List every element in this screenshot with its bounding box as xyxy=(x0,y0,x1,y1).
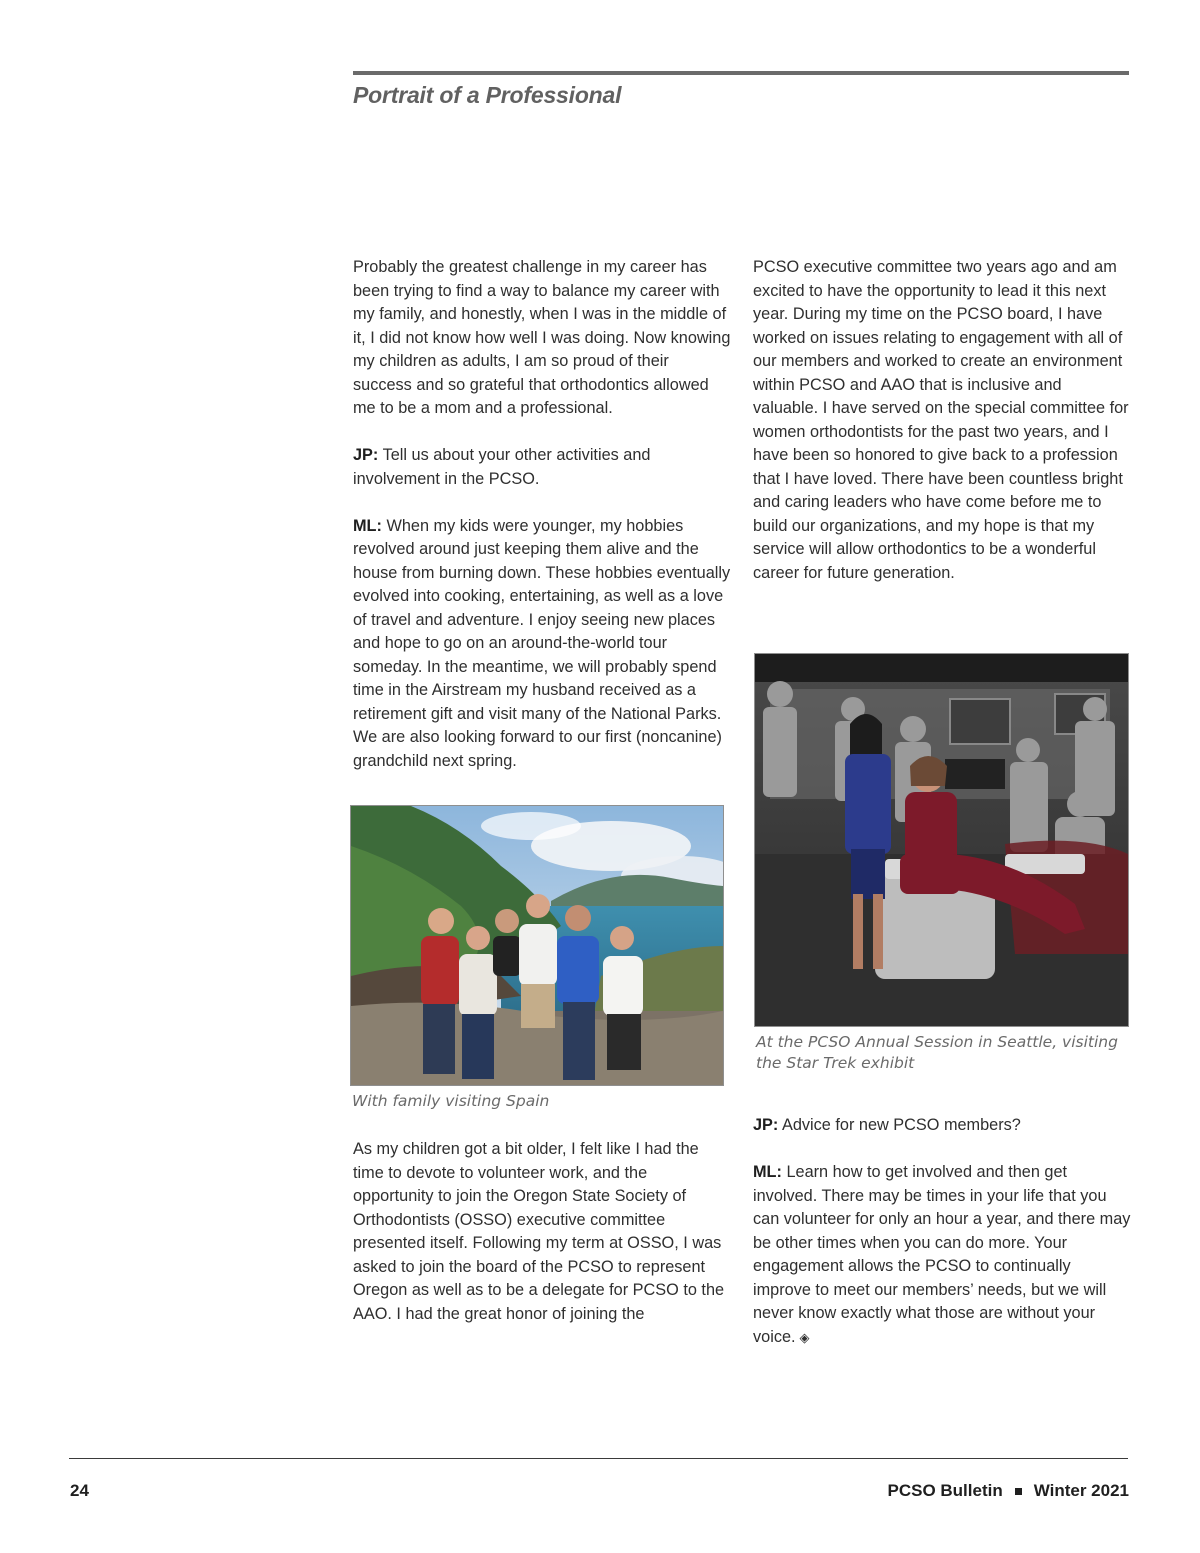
right-paragraph-1: PCSO executive committee two years ago and am excited to have the opportunity to lead it this next year. During my time on the PCSO board, I have worked on issues relating to engagement with all of our members and worked to create an environment within PCSO and AAO that is inclusive and valuable. I have served on the special committee for women orthodontists for the past two years, and I have been so honored to give back to a profession that I have loved. There have been countless bright and caring leaders who have come before me to build our organizations, and my hope is that my service will allow orthodontics to be a wonderful career for future generation. xyxy=(753,258,1129,582)
question-text: Advice for new PCSO members? xyxy=(778,1116,1021,1134)
interviewer-label: JP: xyxy=(753,1116,779,1134)
left-paragraph-2: As my children got a bit older, I felt like I had the time to devote to volunteer work, and the opportunity to join the Oregon State Society of Orthodontists (OSSO) executive committee presented itself. Following my term at OSSO, I was asked to join the board of the PCSO to represent Oregon as well as to be a delegate for PCSO to the AAO. I had the great honor of joining the xyxy=(353,1140,725,1323)
answer-activities xyxy=(353,515,731,774)
answer-text: Learn how to get involved and then get involved. There may be times in your life that you can volunteer for only an hour a year, and there may be other times when you can do more. Your engagement allows the PCSO to continually improve to meet our members’ needs, but we will never know exactly what those are without your voice. xyxy=(753,1163,1131,1346)
interviewee-label: ML: xyxy=(753,1163,782,1181)
star-trek-photo-caption: At the PCSO Annual Session in Seattle, visiting the Star Trek exhibit xyxy=(756,1033,1118,1072)
separator-square-icon xyxy=(1015,1488,1022,1495)
answer-advice xyxy=(753,1161,1131,1349)
header-rule xyxy=(353,71,1129,75)
left-column-bottom xyxy=(353,1138,731,1350)
family-spain-photo xyxy=(350,805,724,1086)
end-of-article-icon: ◈ xyxy=(799,1329,810,1345)
interviewer-label: JP: xyxy=(353,446,379,464)
interviewee-label: ML: xyxy=(353,516,382,535)
right-column-top xyxy=(753,256,1131,609)
answer-text: When my kids were younger, my hobbies revolved around just keeping them alive and the house from burning down. These hobbies eventually evolved into cooking, entertaining, as well as a love of travel and adventure. I enjoy seeing new places and hope to go on an around-the-world tour someday. In the meantime, we will probably spend time in the Airstream my husband received as a retirement gift and visit many of the National Parks. We are also looking forward to our first (noncanine) grandchild next spring. xyxy=(353,516,731,770)
issue-date: Winter 2021 xyxy=(1033,1481,1129,1500)
left-column-top xyxy=(353,256,731,797)
spain-photo-caption: With family visiting Spain xyxy=(352,1092,550,1110)
question-text: Tell us about your other activities and involvement in the PCSO. xyxy=(353,446,651,488)
page-number: 24 xyxy=(70,1481,89,1500)
question-activities xyxy=(353,444,731,491)
section-title: Portrait of a Professional xyxy=(353,82,622,108)
star-trek-exhibit-photo xyxy=(754,653,1129,1027)
question-advice xyxy=(753,1114,1131,1138)
publication-name: PCSO Bulletin xyxy=(887,1481,1003,1500)
right-column-bottom xyxy=(753,1114,1131,1373)
footer-rule xyxy=(69,1458,1128,1459)
footer-publication-info xyxy=(887,1481,1129,1501)
left-paragraph-1: Probably the greatest challenge in my career has been trying to find a way to balance my career with my family, and honestly, when I was in the middle of it, I did not know how well I was doing. Now knowing my children as adults, I am so proud of their success and so grateful that orthodontics allowed me to be a mom and a professional. xyxy=(353,258,731,417)
